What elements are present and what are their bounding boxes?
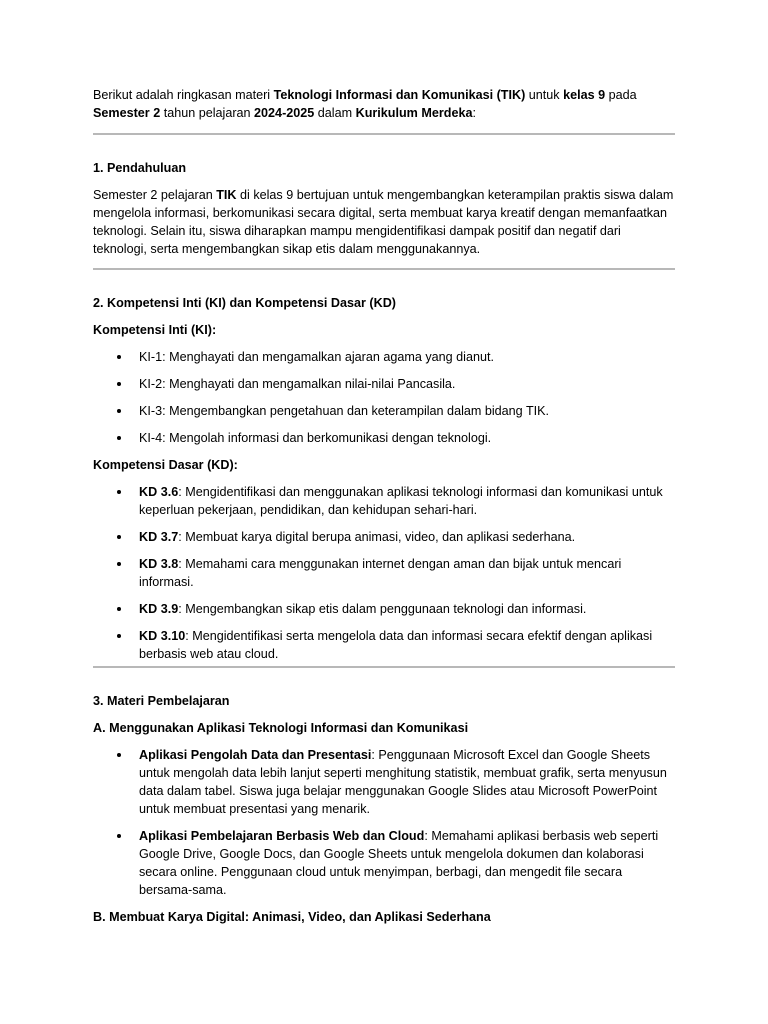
list-item: KD 3.8: Memahami cara menggunakan internet dengan aman dan bijak untuk mencari informasi. <box>93 555 675 591</box>
list-item: KI-1: Menghayati dan mengamalkan ajaran agama yang dianut. <box>93 348 675 366</box>
subsection-heading-a: A. Menggunakan Aplikasi Teknologi Informasi dan Komunikasi <box>93 721 469 735</box>
list-item: Aplikasi Pembelajaran Berbasis Web dan Cloud: Memahami aplikasi berbasis web seperti Google Drive, Google Docs, dan Google Sheets untuk mengelola dokumen dan kolaborasi secara online. Penggunaan cloud untuk menyimpan, berbagi, dan mengedit file secara bersama-sama. <box>93 827 675 899</box>
section-heading-pendahuluan: 1. Pendahuluan <box>93 161 187 175</box>
list-item: KD 3.10: Mengidentifikasi serta mengelola data dan informasi secara efektif dengan aplikasi berbasis web atau cloud. <box>93 627 675 663</box>
ki-list <box>93 348 675 447</box>
item-title: Aplikasi Pembelajaran Berbasis Web dan Cloud <box>139 829 425 843</box>
kd-code: KD 3.7 <box>139 530 179 544</box>
kd-heading: Kompetensi Dasar (KD): <box>93 458 238 472</box>
kd-code: KD 3.10 <box>139 629 186 643</box>
list-item: KD 3.9: Mengembangkan sikap etis dalam penggunaan teknologi dan informasi. <box>93 600 675 618</box>
horizontal-divider <box>93 133 675 135</box>
kd-code: KD 3.9 <box>139 602 179 616</box>
subsection-heading-b: B. Membuat Karya Digital: Animasi, Video, dan Aplikasi Sederhana <box>93 910 491 924</box>
kd-code: KD 3.8 <box>139 557 179 571</box>
list-item: KI-3: Mengembangkan pengetahuan dan keterampilan dalam bidang TIK. <box>93 402 675 420</box>
section-heading-kompetensi: 2. Kompetensi Inti (KI) dan Kompetensi Dasar (KD) <box>93 296 396 310</box>
pendahuluan-paragraph: Semester 2 pelajaran TIK di kelas 9 bertujuan untuk mengembangkan keterampilan praktis siswa dalam mengelola informasi, berkomunikasi secara digital, serta membuat karya kreatif dengan memanfaatkan teknologi. Selain itu, siswa diharapkan mampu mengidentifikasi dampak positif dan negatif dari teknologi, serta mengembangkan sikap etis dalam menggunakannya. <box>93 188 674 256</box>
kd-code: KD 3.6 <box>139 485 179 499</box>
list-item: KD 3.6: Mengidentifikasi dan menggunakan aplikasi teknologi informasi dan komunikasi untuk keperluan pekerjaan, pendidikan, dan kehidupan sehari-hari. <box>93 483 675 519</box>
list-item: KD 3.7: Membuat karya digital berupa animasi, video, dan aplikasi sederhana. <box>93 528 675 546</box>
item-title: Aplikasi Pengolah Data dan Presentasi <box>139 748 372 762</box>
horizontal-divider <box>93 666 675 668</box>
document-content <box>93 86 675 926</box>
horizontal-divider <box>93 268 675 270</box>
list-item: KI-2: Menghayati dan mengamalkan nilai-nilai Pancasila. <box>93 375 675 393</box>
section-heading-materi: 3. Materi Pembelajaran <box>93 694 230 708</box>
materi-a-list <box>93 746 675 899</box>
list-item: KI-4: Mengolah informasi dan berkomunikasi dengan teknologi. <box>93 429 675 447</box>
kd-list <box>93 483 675 663</box>
list-item: Aplikasi Pengolah Data dan Presentasi: Penggunaan Microsoft Excel dan Google Sheets untuk mengolah data lebih lanjut seperti menghitung statistik, membuat grafik, serta menyusun data dalam tabel. Siswa juga belajar menggunakan Google Slides atau Microsoft PowerPoint untuk membuat presentasi yang menarik. <box>93 746 675 818</box>
intro-paragraph: Berikut adalah ringkasan materi Teknologi Informasi dan Komunikasi (TIK) untuk kelas 9 pada Semester 2 tahun pelajaran 2024-2025 dalam Kurikulum Merdeka: <box>93 88 637 120</box>
ki-heading: Kompetensi Inti (KI): <box>93 323 217 337</box>
